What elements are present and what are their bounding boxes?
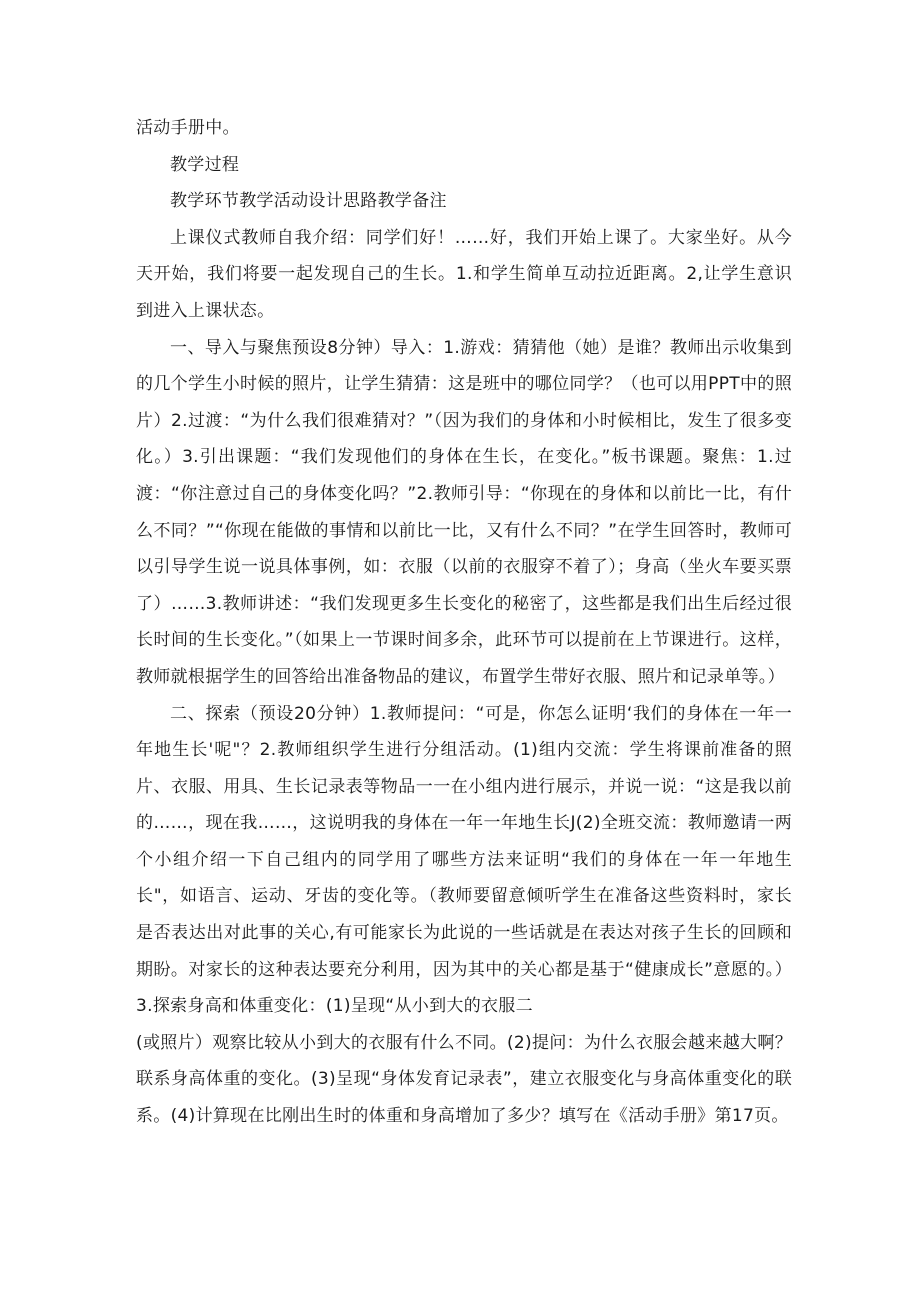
paragraph-continuation: 活动手册中。 (136, 118, 240, 138)
paragraph-introduction-focus: 一、导入与聚焦预设8分钟）导入：1.游戏：猜猜他（她）是谁？教师出示收集到的几个学生小时候的照片，让学生猜猜：这是班中的哪位同学？（也可以用PPT中的照片）2.过渡：“为什么我们很难猜对？”（因为我们的身体和小时候相比，发生了很多变化。）3.引出课题：“我们发现他们的身体在生长，在变化。”板书课题。聚焦：1.过渡：“你注意过自己的身体变化吗？”2.教师引导：“你现在的身体和以前比一比，有什么不同？”“你现在能做的事情和以前比一比，又有什么不同？”在学生回答时，教师可以引导学生说一说具体事例，如：衣服（以前的衣服穿不着了）；身高（坐火车要买票了）……3.教师讲述：“我们发现更多生长变化的秘密了，这些都是我们出生后经过很长时间的生长变化。”（如果上一节课时间多余，此环节可以提前在上节课进行。这样，教师就根据学生的回答给出准备物品的建议，布置学生带好衣服、照片和记录单等。） (136, 337, 792, 687)
paragraph-table-header: 教学环节教学活动设计思路教学备注 (170, 191, 447, 212)
document-body (136, 110, 792, 1135)
paragraph-class-opening: 上课仪式教师自我介绍：同学们好！……好，我们开始上课了。大家坐好。从今天开始，我们将要一起发现自己的生长。1.和学生简单互动拉近距离。2,让学生意识到进入上课状态。 (136, 227, 792, 321)
paragraph-exploration: 二、探索（预设20分钟）1.教师提问：“可是，你怎么证明‘我们的身体在一年一年地生长'呢"？2.教师组织学生进行分组活动。(1)组内交流：学生将课前准备的照片、衣服、用具、生长记录表等物品一一在小组内进行展示，并说一说：“这是我以前的……，现在我……，这说明我的身体在一年一年地生长J(2)全班交流：教师邀请一两个小组介绍一下自己组内的同学用了哪些方法来证明“我们的身体在一年一年地生长"，如语言、运动、牙齿的变化等。（教师要留意倾听学生在准备这些资料时，家长是否表达出对此事的关心,有可能家长为此说的一些话就是在表达对孩子生长的回顾和期盼。对家长的这种表达要充分利用，因为其中的关心都是基于“健康成长”意愿的。）3.探索身高和体重变化：(1)呈现“从小到大的衣服二 (136, 703, 792, 1017)
paragraph-teaching-process-heading: 教学过程 (170, 154, 240, 175)
paragraph-exploration-continued: (或照片）观察比较从小到大的衣服有什么不同。(2)提问：为什么衣服会越来越大啊？联系身高体重的变化。(3)呈现“身体发育记录表”，建立衣服变化与身高体重变化的联系。(4)计算现在比刚出生时的体重和身高增加了多少？填写在《活动手册》第17页。 (136, 1032, 792, 1127)
